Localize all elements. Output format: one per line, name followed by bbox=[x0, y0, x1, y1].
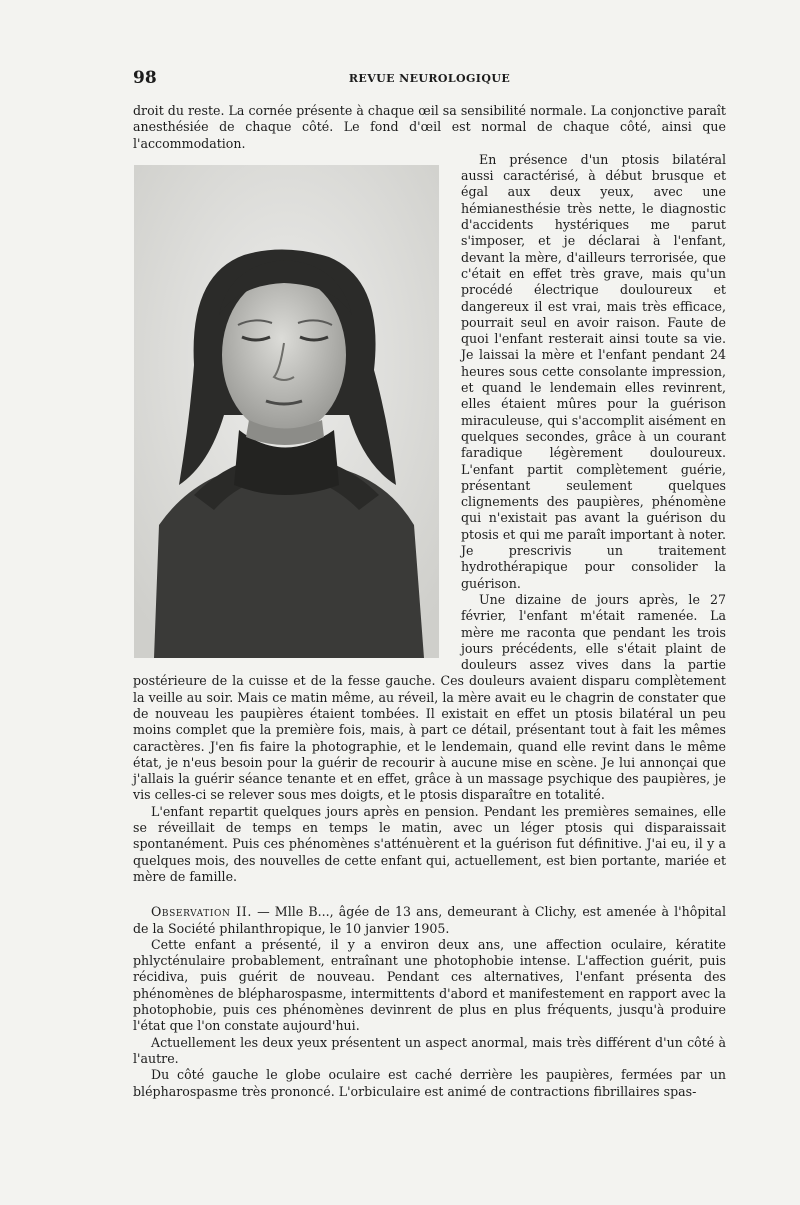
running-header bbox=[133, 68, 726, 90]
page-number: 98 bbox=[133, 68, 157, 88]
observation-title: Observation II. bbox=[151, 904, 252, 920]
paragraph-6: Actuellement les deux yeux présentent un aspect anormal, mais très différent d'un côté à l'autre. bbox=[133, 1034, 726, 1066]
paragraph-3: Une dizaine de jours après, le 27 février, l'enfant m'était ramenée. La mère me raconta que pendant les trois jours précédents, elle s'était plaint de douleurs assez vives dans la partie postérieure de la cuisse et de la fesse gauche. Ces douleurs avaient disparu complètement la veille au soir. Mais ce matin même, au réveil, la mère avait eu le chagrin de constater que de nouveau les paupières étaient tombées. Il existait en effet un ptosis bilatéral un peu moins complet que la première fois, mais, à part ce détail, présentant tout à fait les mêmes caractères. J'en fis faire la photographie, et le lendemain, quand elle revint dans le même état, je n'eus besoin pour la guérir de recourir à aucune mise en scène. Je lui annonçai que j'allais la guérir séance tenante et en effet, grâce à un massage psychique des paupières, je vis celles-ci se relever sous mes doigts, et le ptosis disparaître en totalité. bbox=[133, 591, 726, 803]
paragraph-5: Cette enfant a présenté, il y a environ deux ans, une affection oculaire, kératite phlycténulaire probablement, entraînant une photophobie intense. L'affection guérit, puis récidiva, puis guérit de nouveau. Pendant ces alternatives, l'enfant présenta des phénomènes de blépharospasme, intermittents d'abord et manifestement en rapport avec la photophobie, puis ces phénomènes devinrent de plus en plus fréquents, jusqu'à produire l'état que l'on constate aujourd'hui. bbox=[133, 936, 726, 1034]
paragraph-1: droit du reste. La cornée présente à chaque œil sa sensibilité normale. La conjonctive paraît anesthésiée de chaque côté. Le fond d'œil est normal de chaque côté, ainsi que l'accommodation. bbox=[133, 103, 726, 151]
observation-heading-paragraph bbox=[133, 904, 726, 937]
paragraph-2: En présence d'un ptosis bilatéral aussi caractérisé, à début brusque et égal aux deux yeux, avec une hémianesthésie très nette, le diagnostic d'accidents hystériques me parut s'imposer, et je déclarai à l'enfant, devant la mère, d'ailleurs terrorisée, que c'était en effet très grave, mais qu'un procédé électrique douloureux et dangereux il est vrai, mais très efficace, pourrait seul en avoir raison. Faute de quoi l'enfant resterait ainsi toute sa vie. Je laissai la mère et l'enfant pendant 24 heures sous cette consolante impression, et quand le lendemain elles revinrent, elles étaient mûres pour la guérison miraculeuse, qui s'accomplit aisément en quelques secondes, grâce à un courant faradique légèrement douloureux. L'enfant partit complètement guérie, présentant seulement quelques clignements des paupières, phénomène qui n'existait pas avant la guérison du ptosis et qui me paraît important à noter. Je prescrivis un traitement hydrothérapique pour consolider la guérison. bbox=[461, 151, 726, 591]
paragraph-7: Du côté gauche le globe oculaire est caché derrière les paupières, fermées par un blépharospasme très prononcé. L'orbiculaire est animé de contractions fibrillaires spas- bbox=[133, 1067, 726, 1099]
observation-intro: — Mlle B..., âgée de 13 ans, demeurant à Clichy, est amenée à l'hôpital de la Société philanthropique, le 10 janvier 1905. bbox=[133, 904, 727, 936]
article-body bbox=[133, 103, 726, 1100]
paragraph-4: L'enfant repartit quelques jours après en pension. Pendant les premières semaines, elle se réveillait de temps en temps le matin, avec un léger ptosis qui disparaissait spontanément. Puis ces phénomènes s'atténuèrent et la guérison fut définitive. J'ai eu, il y a quelques mois, des nouvelles de cette enfant qui, actuellement, est bien portante, mariée et mère de famille. bbox=[133, 803, 726, 884]
patient-photograph bbox=[134, 165, 439, 658]
section-gap bbox=[133, 885, 726, 904]
journal-title: REVUE NEUROLOGIQUE bbox=[348, 72, 511, 85]
